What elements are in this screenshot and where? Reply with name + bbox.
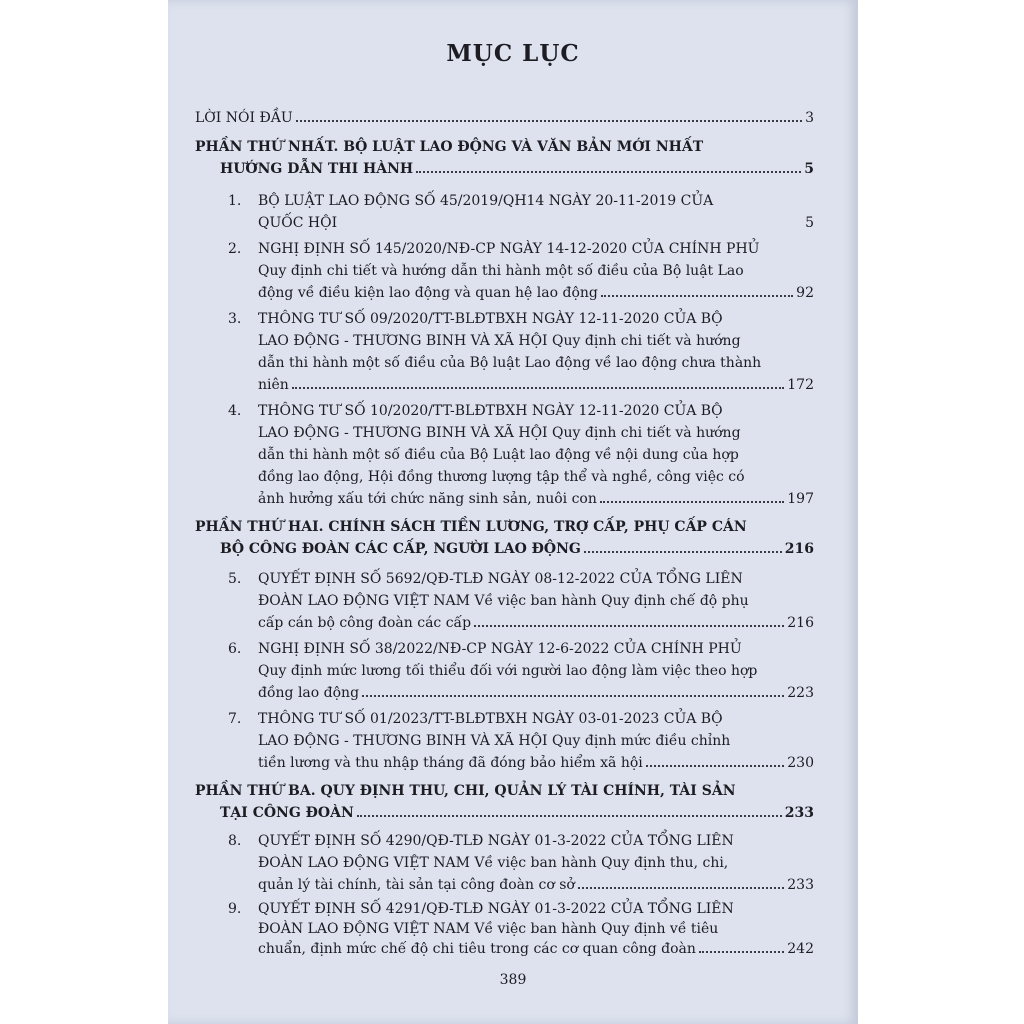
- toc-page-number: 5: [804, 161, 814, 177]
- toc-item: [228, 308, 814, 330]
- document-page: [168, 0, 858, 1024]
- leader-dots: [699, 941, 784, 954]
- item-number: 7.: [228, 711, 242, 727]
- toc-item-cont: [258, 730, 814, 752]
- item-text: NGHỊ ĐỊNH SỐ 145/2020/NĐ-CP NGÀY 14-12-2020 CỦA CHÍNH PHỦ: [258, 241, 760, 257]
- toc-item: [228, 830, 814, 852]
- toc-item-cont: [258, 352, 814, 374]
- toc-item-cont: [258, 918, 814, 940]
- item-number: 3.: [228, 311, 242, 327]
- toc-item: [228, 898, 814, 920]
- item-text: chuẩn, định mức chế độ chi tiêu trong các cơ quan công đoàn: [258, 941, 696, 957]
- item-text: QUYẾT ĐỊNH SỐ 5692/QĐ-TLĐ NGÀY 08-12-2022 CỦA TỔNG LIÊN: [258, 571, 743, 587]
- toc-item-cont: [258, 938, 814, 960]
- item-text: NGHỊ ĐỊNH SỐ 38/2022/NĐ-CP NGÀY 12-6-2022 CỦA CHÍNH PHỦ: [258, 641, 742, 657]
- item-text: ảnh hưởng xấu tới chức năng sinh sản, nuôi con: [258, 491, 597, 507]
- item-text: QUYẾT ĐỊNH SỐ 4291/QĐ-TLĐ NGÀY 01-3-2022 CỦA TỔNG LIÊN: [258, 901, 734, 917]
- toc-page-number: 216: [784, 541, 814, 557]
- item-text: BỘ LUẬT LAO ĐỘNG SỐ 45/2019/QH14 NGÀY 20-11-2019 CỦA: [258, 193, 714, 209]
- leader-dots: [600, 491, 784, 504]
- item-text: quản lý tài chính, tài sản tại công đoàn cơ sở: [258, 877, 575, 893]
- part-heading-cont: [220, 538, 814, 560]
- item-text: LAO ĐỘNG - THƯƠNG BINH VÀ XÃ HỘI Quy định mức điều chỉnh: [258, 733, 731, 749]
- toc-page-number: 5: [805, 215, 814, 231]
- toc-item-cont: [258, 682, 814, 704]
- toc-item-cont: [258, 590, 814, 612]
- toc-item-cont: [258, 212, 814, 234]
- leader-dots: [416, 161, 801, 174]
- item-text: ĐOÀN LAO ĐỘNG VIỆT NAM Về việc ban hành Quy định về tiêu: [258, 921, 719, 937]
- item-text: ĐOÀN LAO ĐỘNG VIỆT NAM Về việc ban hành Quy định thu, chi,: [258, 855, 729, 871]
- part-heading: PHẦN THỨ HAI. CHÍNH SÁCH TIỀN LƯƠNG, TRỢ CẤP, PHỤ CẤP CÁN: [195, 519, 747, 535]
- leader-dots: [578, 877, 784, 890]
- toc-item-cont: [258, 260, 814, 282]
- item-text: niên: [258, 377, 289, 393]
- toc-item: [228, 190, 814, 212]
- toc-item-cont: [258, 374, 814, 396]
- item-text: đồng lao động, Hội đồng thương lượng tập thể và nghề, công việc có: [258, 469, 745, 485]
- toc-item-cont: [258, 660, 814, 682]
- toc-item-cont: [258, 282, 814, 304]
- part-heading: PHẦN THỨ NHẤT. BỘ LUẬT LAO ĐỘNG VÀ VĂN BẢN MỚI NHẤT: [195, 139, 704, 155]
- item-text: QUYẾT ĐỊNH SỐ 4290/QĐ-TLĐ NGÀY 01-3-2022 CỦA TỔNG LIÊN: [258, 833, 734, 849]
- item-text: THÔNG TƯ SỐ 09/2020/TT-BLĐTBXH NGÀY 12-11-2020 CỦA BỘ: [258, 311, 723, 327]
- item-number: 2.: [228, 241, 242, 257]
- part-heading-cont: [220, 158, 814, 180]
- toc-item-cont: [258, 852, 814, 874]
- leader-dots: [292, 377, 784, 390]
- item-text: đồng lao động: [258, 685, 360, 701]
- item-number: 9.: [228, 901, 242, 917]
- item-text: dẫn thi hành một số điều của Bộ Luật lao động về nội dung của hợp: [258, 447, 739, 463]
- toc-page-number: 92: [796, 285, 814, 301]
- toc-item-cont: [258, 488, 814, 510]
- toc-entry-preface: [195, 107, 814, 129]
- toc-item: [228, 238, 814, 260]
- toc-page-number: 223: [787, 685, 814, 701]
- page-title: MỤC LỤC: [446, 40, 580, 67]
- item-number: 6.: [228, 641, 242, 657]
- toc-page-number: 233: [787, 877, 814, 893]
- toc-item-cont: [258, 612, 814, 634]
- item-text: dẫn thi hành một số điều của Bộ luật Lao động về lao động chưa thành: [258, 355, 762, 371]
- leader-dots: [584, 541, 782, 554]
- item-text: LAO ĐỘNG - THƯƠNG BINH VÀ XÃ HỘI Quy định chi tiết và hướng: [258, 333, 741, 349]
- toc-page-number: 172: [787, 377, 814, 393]
- item-text: cấp cán bộ công đoàn các cấp: [258, 615, 472, 631]
- item-text: LAO ĐỘNG - THƯƠNG BINH VÀ XÃ HỘI Quy định chi tiết và hướng: [258, 425, 741, 441]
- toc-page-number: 230: [787, 755, 814, 771]
- toc-item: [228, 568, 814, 590]
- item-text: Quy định chi tiết và hướng dẫn thi hành một số điều của Bộ luật Lao: [258, 263, 744, 279]
- item-text: QUỐC HỘI: [258, 215, 338, 231]
- toc-page-number: 197: [787, 491, 814, 507]
- part-heading-text: BỘ CÔNG ĐOÀN CÁC CẤP, NGƯỜI LAO ĐỘNG: [220, 541, 581, 557]
- toc-item-cont: [258, 752, 814, 774]
- item-number: 1.: [228, 193, 242, 209]
- toc-item: [228, 638, 814, 660]
- item-number: 8.: [228, 833, 242, 849]
- item-text: tiền lương và thu nhập tháng đã đóng bảo hiểm xã hội: [258, 755, 643, 771]
- leader-dots: [296, 110, 802, 123]
- toc-page-number: 3: [805, 110, 814, 126]
- toc-item-cont: [258, 330, 814, 352]
- part-heading-text: TẠI CÔNG ĐOÀN: [220, 805, 354, 821]
- item-number: 5.: [228, 571, 242, 587]
- leader-dots: [646, 755, 784, 768]
- toc-page-number: 233: [784, 805, 814, 821]
- item-text: Quy định mức lương tối thiểu đối với người lao động làm việc theo hợp: [258, 663, 758, 679]
- toc-item-cont: [258, 422, 814, 444]
- toc-item-cont: [258, 874, 814, 896]
- toc-entry-text: LỜI NÓI ĐẦU: [195, 110, 293, 126]
- item-number: 4.: [228, 403, 242, 419]
- item-text: động về điều kiện lao động và quan hệ lao động: [258, 285, 598, 301]
- toc-item: [228, 400, 814, 422]
- toc-item-cont: [258, 466, 814, 488]
- toc-item-cont: [258, 444, 814, 466]
- page-number: 389: [499, 972, 527, 988]
- item-text: THÔNG TƯ SỐ 01/2023/TT-BLĐTBXH NGÀY 03-01-2023 CỦA BỘ: [258, 711, 723, 727]
- item-text: THÔNG TƯ SỐ 10/2020/TT-BLĐTBXH NGÀY 12-11-2020 CỦA BỘ: [258, 403, 723, 419]
- part-heading-cont: [220, 802, 814, 824]
- toc-page-number: 216: [787, 615, 814, 631]
- toc-page-number: 242: [787, 941, 814, 957]
- toc-item: [228, 708, 814, 730]
- leader-dots: [601, 285, 793, 298]
- leader-dots: [357, 805, 782, 818]
- part-heading: PHẦN THỨ BA. QUY ĐỊNH THU, CHI, QUẢN LÝ TÀI CHÍNH, TÀI SẢN: [195, 783, 736, 799]
- part-heading-text: HƯỚNG DẪN THI HÀNH: [220, 161, 414, 177]
- leader-dots: [362, 685, 784, 698]
- item-text: ĐOÀN LAO ĐỘNG VIỆT NAM Về việc ban hành Quy định chế độ phụ: [258, 593, 749, 609]
- leader-dots: [474, 615, 784, 628]
